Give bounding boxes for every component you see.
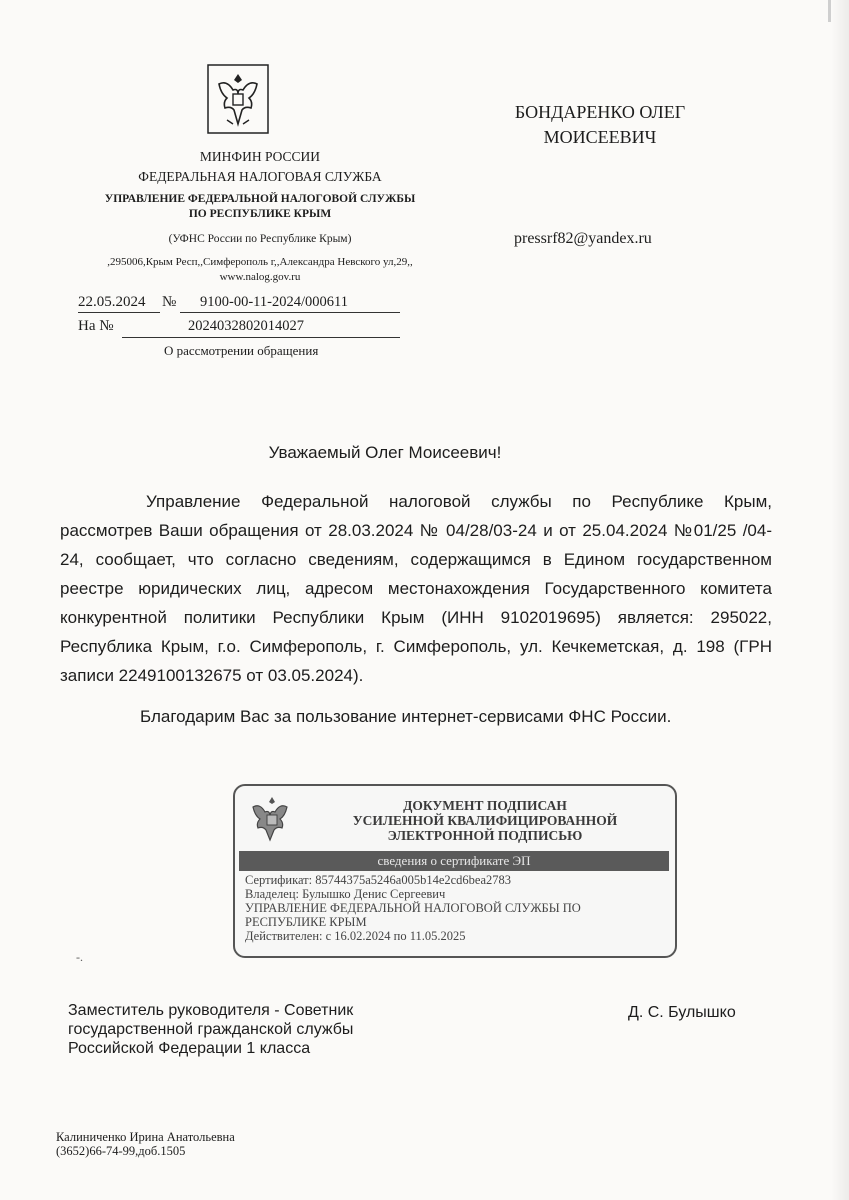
recipient-name-line1: БОНДАРЕНКО ОЛЕГ [514,102,686,122]
certificate-owner: Владелец: Булышко Денис Сергеевич [245,887,446,901]
department-name-line1: УПРАВЛЕНИЕ ФЕДЕРАЛЬНОЙ НАЛОГОВОЙ СЛУЖБЫ [104,193,416,205]
executor-phone: (3652)66-74-99,доб.1505 [56,1144,186,1158]
greeting: Уважаемый Олег Моисеевич! [268,443,502,462]
executor-name: Калиниченко Ирина Анатольевна [56,1130,235,1144]
signature-stamp [233,784,677,958]
certificate-details [245,873,581,943]
ministry-name: МИНФИН РОССИИ [199,149,321,164]
certificate-org-line2: РЕСПУБЛИКЕ КРЫМ [245,915,367,929]
coat-of-arms-icon [207,64,269,134]
certificate-validity: Действителен: с 16.02.2024 по 11.05.2025 [245,929,466,943]
stamp-title-line3: ЭЛЕКТРОННОЙ ПОДПИСЬЮ [387,828,583,843]
certificate-info-bar: сведения о сертификате ЭП [239,851,669,871]
signatory-position-line2: государственной гражданской службы [68,1021,354,1038]
registration-number: 9100-00-11-2024/000611 [200,294,348,310]
letter-subject: О рассмотрении обращения [164,343,319,358]
page-edge-shadow [831,0,849,1200]
stamp-emblem-icon [245,791,299,847]
margin-mark: -. [76,950,83,964]
signatory-position [68,1001,353,1058]
in-reply-underline [122,337,400,338]
sender-address: ,295006,Крым Респ,,Симферополь г,,Александра Невского ул,29,, [107,256,413,268]
thanks-line: Благодарим Вас за пользование интернет-сервисами ФНС России. [140,707,672,726]
in-reply-number: 2024032802014027 [188,318,304,334]
service-name: ФЕДЕРАЛЬНАЯ НАЛОГОВАЯ СЛУЖБА [138,169,382,184]
sender-website: www.nalog.gov.ru [219,271,301,283]
page-edge-mark [828,0,831,22]
certificate-serial: Сертификат: 85744375a5246a005b14e2cd6bea2783 [245,873,512,887]
recipient-email: pressrf82@yandex.ru [514,230,652,247]
letter-body: Управление Федеральной налоговой службы по Республике Крым, рассмотрев Ваши обращения от 28.03.2024 № 04/28/03-24 и от 25.04.2024 №01/25 /04-24, сообщает, что согласно сведениям, содержащимся в Едином государственном реестре юридических лиц, адресом местонахождения Государственного комитета конкурентной политики Республики Крым (ИНН 9102019695) является: 295022, Республика Крым, г.о. Симферополь, г. Симферополь, ул. Кечкеметская, д. 198 (ГРН записи 2249100132675 от 03.05.2024). [60,492,772,685]
signatory-position-line3: Российской Федерации 1 класса [68,1040,311,1057]
department-name-line2: ПО РЕСПУБЛИКЕ КРЫМ [188,208,332,220]
registration-date: 22.05.2024 [78,294,146,310]
signatory-position-line1: Заместитель руководителя - Советник [68,1002,354,1019]
department-short-name: (УФНС России по Республике Крым) [168,233,352,245]
stamp-title-line2: УСИЛЕННОЙ КВАЛИФИЦИРОВАННОЙ [352,813,618,828]
certificate-org-line1: УПРАВЛЕНИЕ ФЕДЕРАЛЬНОЙ НАЛОГОВОЙ СЛУЖБЫ ПО [245,901,581,915]
recipient-name [480,100,720,150]
signatory-name: Д. С. Булышко [628,1004,736,1021]
number-underline [180,312,400,313]
date-underline [78,312,160,313]
number-sign: № [162,294,177,310]
stamp-title [305,798,665,843]
stamp-title-line1: ДОКУМЕНТ ПОДПИСАН [403,798,567,813]
recipient-name-line2: МОИСЕЕВИЧ [543,127,657,147]
executor-info [56,1130,235,1158]
in-reply-label: На № [78,318,114,334]
